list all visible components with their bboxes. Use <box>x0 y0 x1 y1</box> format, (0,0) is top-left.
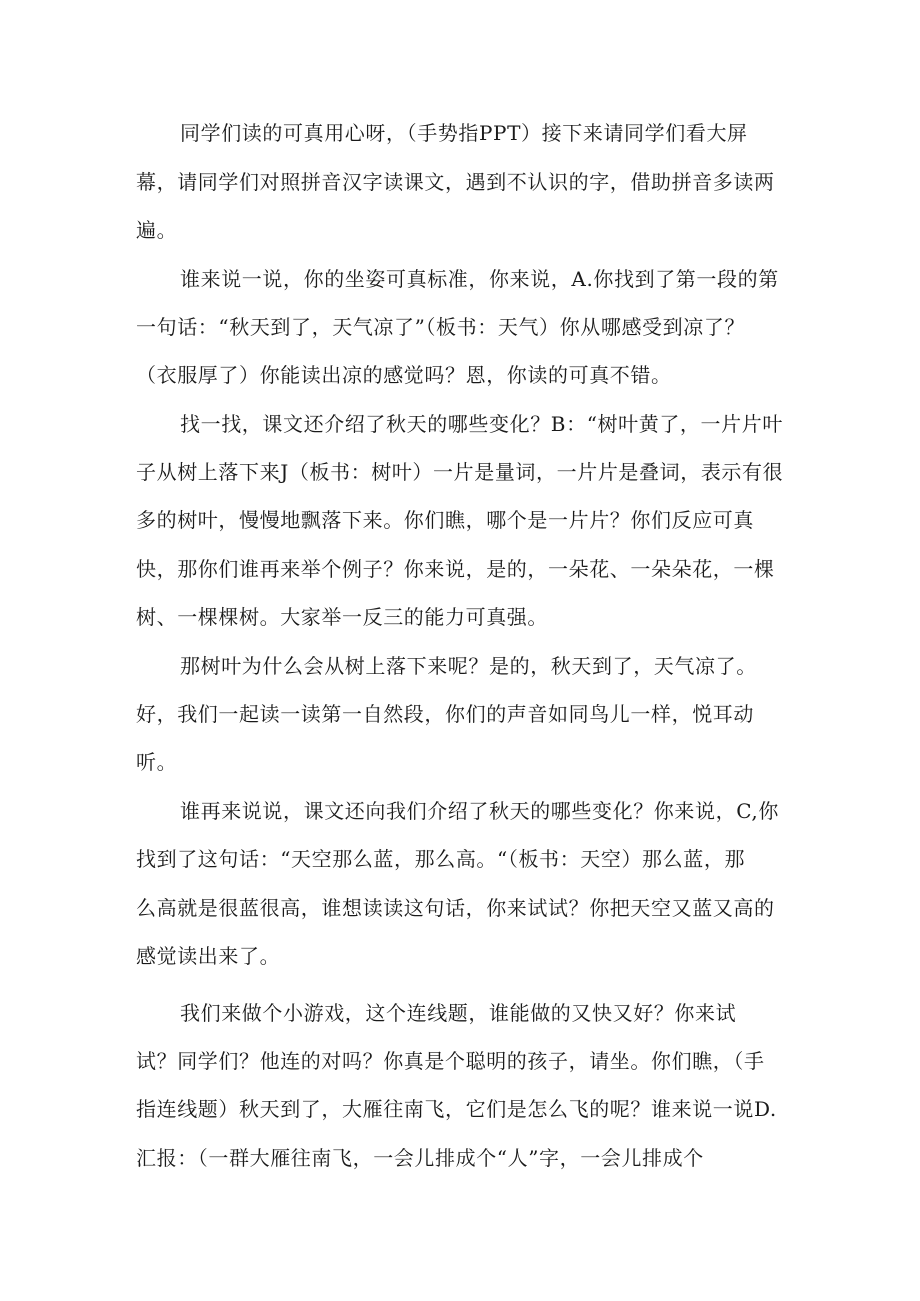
paragraph-6-line-3: 指连线题）秋天到了，大雁往南飞，它们是怎么飞的呢？谁来说一说D. <box>136 1097 777 1121</box>
paragraph-6-line-4: 汇报：（一群大雁往南飞，一会儿排成个“人”字，一会儿排成个 <box>136 1146 704 1170</box>
paragraph-3-line-3: 多的树叶，慢慢地飘落下来。你们瞧，哪个是一片片？你们反应可真 <box>136 508 754 532</box>
paragraph-6-line-1: 我们来做个小游戏，这个连线题，谁能做的又快又好？你来试 <box>180 1001 737 1025</box>
paragraph-3-line-5: 树、一棵棵树。大家举一反三的能力可真强。 <box>136 605 548 629</box>
paragraph-2-line-3: （衣服厚了）你能读出凉的感觉吗？恩，你读的可真不错。 <box>136 363 672 387</box>
paragraph-5-line-3: 么高就是很蓝很高，谁想读读这句话，你来试试？你把天空又蓝又高的 <box>136 896 775 920</box>
paragraph-4-line-1: 那树叶为什么会从树上落下来呢？是的，秋天到了，天气凉了。 <box>180 654 757 678</box>
paragraph-4-line-2: 好，我们一起读一读第一自然段，你们的声音如同鸟儿一样，悦耳动 <box>136 702 754 726</box>
paragraph-1-line-1: 同学们读的可真用心呀，（手势指PPT）接下来请同学们看大屏 <box>180 121 748 145</box>
paragraph-4-line-3: 听。 <box>136 750 178 774</box>
paragraph-2-line-2: 一句话：“秋天到了，天气凉了”（板书：天气）你从哪感受到凉了？ <box>136 315 746 339</box>
paragraph-2-line-1: 谁来说一说，你的坐姿可真标准，你来说，A.你找到了第一段的第 <box>180 267 779 291</box>
paragraph-1-line-3: 遍。 <box>136 218 178 242</box>
paragraph-1-line-2: 幕，请同学们对照拼音汉字读课文，遇到不认识的字，借助拼音多读两 <box>136 170 775 194</box>
paragraph-5-line-1: 谁再来说说，课文还向我们介绍了秋天的哪些变化？你来说，C,你 <box>180 799 779 823</box>
paragraph-6-line-2: 试？同学们？他连的对吗？你真是个聪明的孩子，请坐。你们瞧，（手 <box>136 1049 765 1073</box>
paragraph-5-line-2: 找到了这句话：“天空那么蓝，那么高。“（板书：天空）那么蓝，那 <box>136 847 746 871</box>
paragraph-5-line-4: 感觉读出来了。 <box>136 944 281 968</box>
paragraph-3-line-2: 子从树上落下来J（板书：树叶）一片是量词，一片片是叠词，表示有很 <box>136 460 784 484</box>
paragraph-3-line-4: 快，那你们谁再来举个例子？你来说，是的，一朵花、一朵朵花，一棵 <box>136 557 775 581</box>
paragraph-3-line-1: 找一找，课文还介绍了秋天的哪些变化？B：“树叶黄了，一片片叶 <box>180 412 783 436</box>
